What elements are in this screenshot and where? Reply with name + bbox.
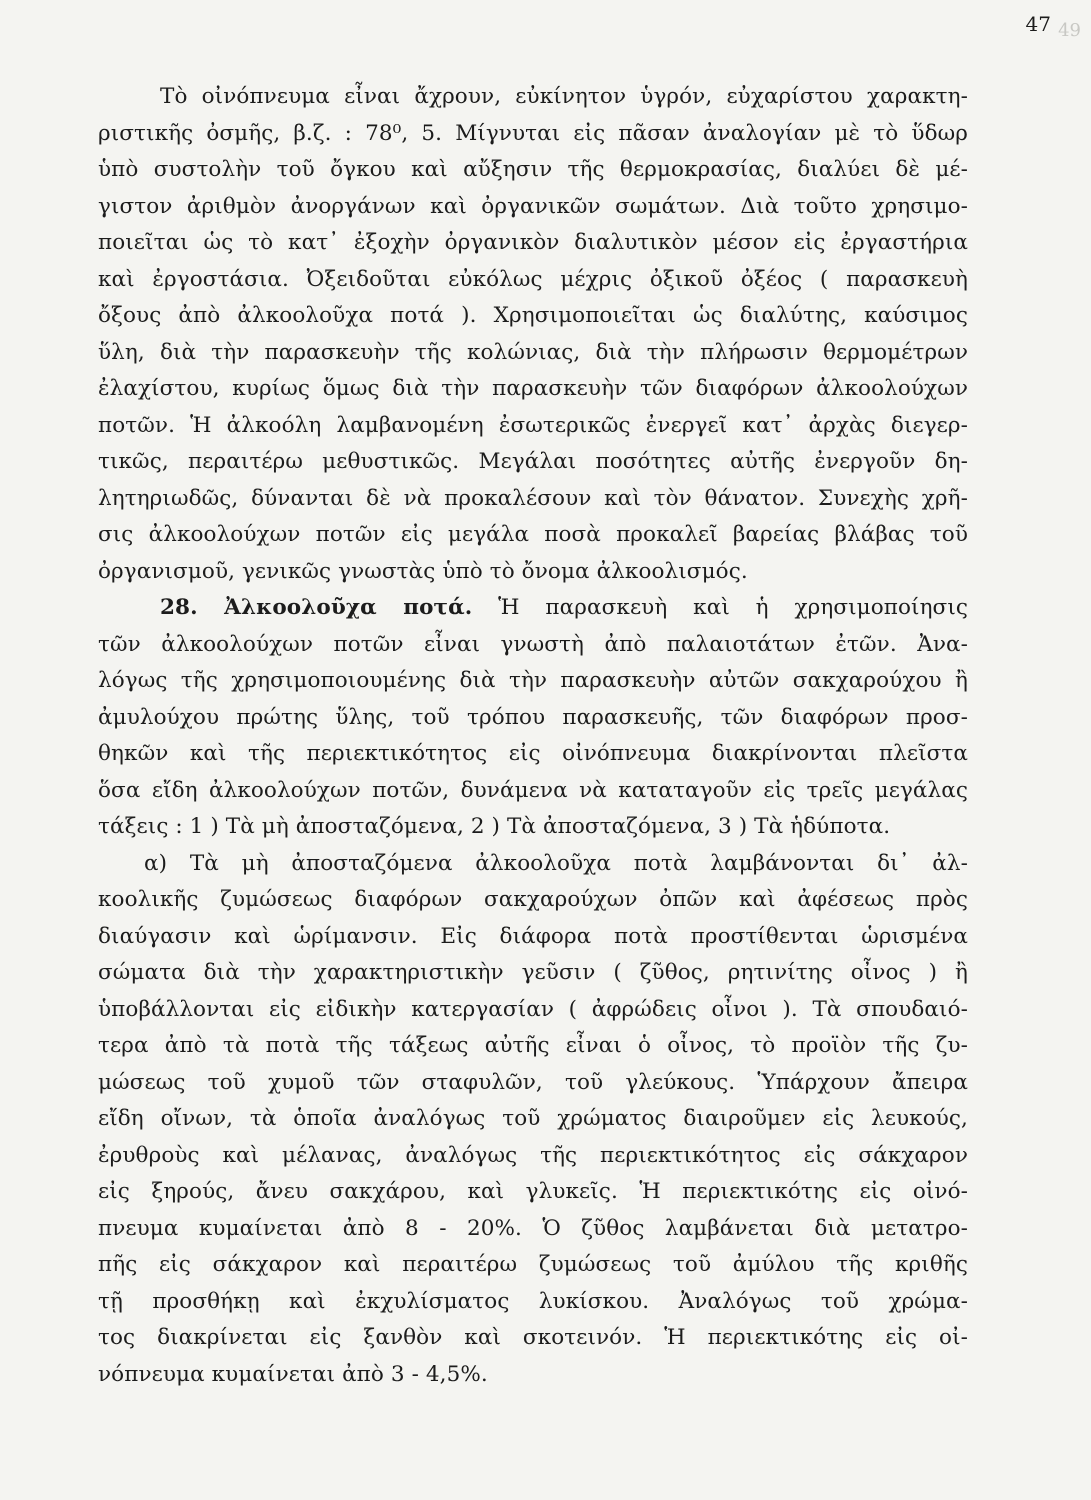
text-line: πῆς εἰς σάκχαρον καὶ περαιτέρω ζυμώσεως τοῦ ἀμύλου τῆς κριθῆς — [98, 1252, 968, 1277]
text-line: τάξεις : 1 ) Τὰ μὴ ἀποσταζόμενα, 2 ) Τὰ ἀποσταζόμενα, 3 ) Τὰ ἡδύποτα. — [98, 814, 891, 839]
text-line: τος διακρίνεται εἰς ξανθὸν καὶ σκοτεινόν. Ἡ περιεκτικότης εἰς οἰ- — [98, 1325, 968, 1350]
text-line: ἀμυλούχου πρώτης ὕλης, τοῦ τρόπου παρασκευῆς, τῶν διαφόρων προσ- — [98, 704, 968, 730]
paragraph-section-28 — [98, 590, 968, 846]
paragraph-ethanol — [98, 79, 968, 590]
text-line: ὑποβάλλονται εἰς εἰδικὴν κατεργασίαν ( ἀφρώδεις οἶνοι ). Τὰ σπουδαιό- — [98, 996, 968, 1022]
text-line: γιστον ἀριθμὸν ἀνοργάνων καὶ ὀργανικῶν σωμάτων. Διὰ τοῦτο χρησιμο- — [98, 193, 968, 219]
text-line: τῇ προσθήκῃ καὶ ἐκχυλίσματος λυκίσκου. Ἀναλόγως τοῦ χρώμα- — [98, 1288, 968, 1314]
text-line: εἴδη οἴνων, τὰ ὁποῖα ἀναλόγως τοῦ χρώματος διαιροῦμεν εἰς λευκούς, — [98, 1106, 968, 1131]
text-line: τῶν ἀλκοολούχων ποτῶν εἶναι γνωστὴ ἀπὸ παλαιοτάτων ἐτῶν. Ἀνα- — [98, 631, 968, 657]
body-text — [98, 79, 968, 1393]
section-heading-line — [98, 590, 968, 627]
text-line: τερα ἀπὸ τὰ ποτὰ τῆς τάξεως αὐτῆς εἶναι ὁ οἶνος, τὸ προϊὸν τῆς ζυ- — [98, 1033, 968, 1058]
text-line: πνευμα κυμαίνεται ἀπὸ 8 - 20%. Ὁ ζῦθος λαμβάνεται διὰ μετατρο- — [98, 1215, 968, 1241]
text-line: καὶ ἐργοστάσια. Ὀξειδοῦται εὐκόλως μέχρις ὀξικοῦ ὀξέος ( παρασκευὴ — [98, 266, 968, 292]
text-line: ὑπὸ συστολὴν τοῦ ὄγκου καὶ αὔξησιν τῆς θερμοκρασίας, διαλύει δὲ μέ- — [98, 157, 968, 182]
text-line: ἐλαχίστου, κυρίως ὅμως διὰ τὴν παρασκευὴν τῶν διαφόρων ἀλκοολούχων — [98, 376, 968, 401]
text-line: ὄξους ἀπὸ ἀλκοολοῦχα ποτά ). Χρησιμοποιεῖται ὡς διαλύτης, καύσιμος — [98, 303, 968, 328]
text-line: ποτῶν. Ἡ ἀλκοόλη λαμβανομένη ἐσωτερικῶς ἐνεργεῖ κατ᾽ ἀρχὰς διεγερ- — [98, 412, 968, 438]
heading-line-text: Ἡ παρασκευὴ καὶ ἡ χρησιμοποίησις — [472, 595, 969, 620]
text-line: θηκῶν καὶ τῆς περιεκτικότητος εἰς οἰνόπνευμα διακρίνονται πλεῖστα — [98, 741, 968, 766]
text-line: Τὸ οἰνόπνευμα εἶναι ἄχρουν, εὐκίνητον ὑγρόν, εὐχαρίστου χαρακτη- — [160, 84, 968, 109]
text-line: σις ἀλκοολούχων ποτῶν εἰς μεγάλα ποσὰ προκαλεῖ βαρείας βλάβας τοῦ — [98, 522, 968, 547]
text-line: κοολικῆς ζυμώσεως διαφόρων σακχαρούχων ὀπῶν καὶ ἀφέσεως πρὸς — [98, 887, 968, 912]
bleed-through-text: 49 — [1058, 20, 1081, 41]
text-line: λόγως τῆς χρησιμοποιουμένης διὰ τὴν παρασκευὴν αὐτῶν σακχαρούχου ἢ — [98, 668, 968, 693]
text-line: εἰς ξηρούς, ἄνευ σακχάρου, καὶ γλυκεῖς. Ἡ περιεκτικότης εἰς οἰνό- — [98, 1179, 968, 1204]
text-line: διαύγασιν καὶ ὡρίμανσιν. Εἰς διάφορα ποτὰ προστίθενται ὡρισμένα — [98, 923, 968, 949]
page-number: 47 — [1025, 12, 1051, 36]
text-line: λητηριωδῶς, δύνανται δὲ νὰ προκαλέσουν καὶ τὸν θάνατον. Συνεχὴς χρῆ- — [98, 485, 968, 511]
text-line: ποιεῖται ὡς τὸ κατ᾽ ἐξοχὴν ὀργανικὸν διαλυτικὸν μέσον εἰς ἐργαστήρια — [98, 230, 968, 255]
text-line: τικῶς, περαιτέρω μεθυστικῶς. Μεγάλαι ποσότητες αὐτῆς ἐνεργοῦν δη- — [98, 449, 968, 474]
text-line: ὕλη, διὰ τὴν παρασκευὴν τῆς κολώνιας, διὰ τὴν πλήρωσιν θερμομέτρων — [98, 339, 968, 365]
paragraph-non-distilled — [98, 846, 968, 1394]
text-line: α) Τὰ μὴ ἀποσταζόμενα ἀλκοολοῦχα ποτὰ λαμβάνονται δι᾽ ἀλ- — [144, 850, 968, 876]
text-line: ριστικῆς ὀσμῆς, β.ζ. : 78⁰, 5. Μίγνυται εἰς πᾶσαν ἀναλογίαν μὲ τὸ ὕδωρ — [98, 120, 968, 146]
text-line: μώσεως τοῦ χυμοῦ τῶν σταφυλῶν, τοῦ γλεύκους. Ὑπάρχουν ἄπειρα — [98, 1069, 968, 1095]
section-heading: 28. Ἀλκοολοῦχα ποτά. — [160, 595, 473, 620]
text-line: νόπνευμα κυμαίνεται ἀπὸ 3 - 4,5%. — [98, 1361, 488, 1387]
text-line: ὀργανισμοῦ, γενικῶς γνωστὰς ὑπὸ τὸ ὄνομα ἀλκοολισμός. — [98, 558, 748, 584]
text-line: σώματα διὰ τὴν χαρακτηριστικὴν γεῦσιν ( ζῦθος, ρητινίτης οἶνος ) ἢ — [98, 960, 968, 985]
text-line: ὅσα εἴδη ἀλκοολούχων ποτῶν, δυνάμενα νὰ καταταγοῦν εἰς τρεῖς μεγάλας — [98, 777, 968, 803]
text-line: ἐρυθροὺς καὶ μέλανας, ἀναλόγως τῆς περιεκτικότητος εἰς σάκχαρον — [98, 1142, 968, 1168]
